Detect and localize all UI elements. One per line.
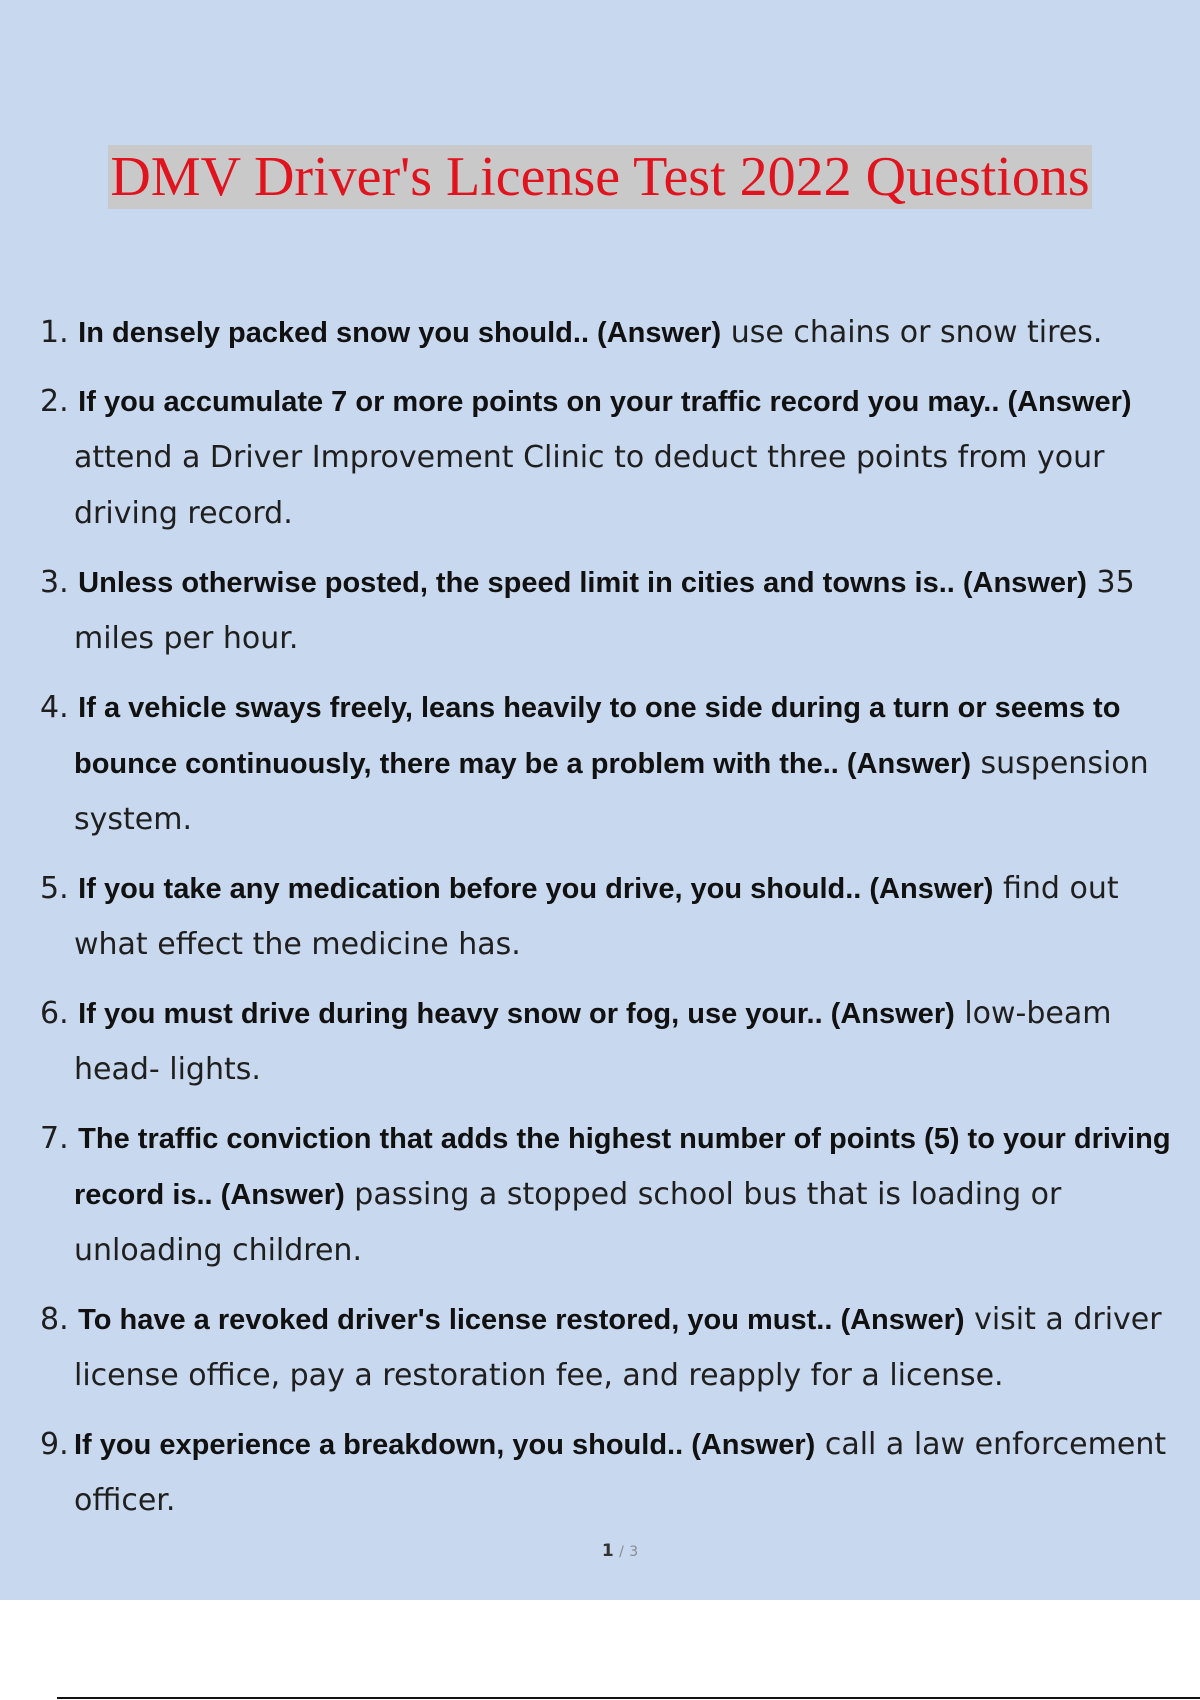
question-number: 1. [40, 315, 69, 350]
question-item [40, 305, 1200, 361]
question-text: If you accumulate 7 or more points on your traffic record you may.. (Answer) [78, 386, 1132, 418]
question-number: 5. [40, 871, 69, 906]
question-item [40, 1292, 1200, 1404]
answer-text: call a law enforcement officer. [74, 1427, 1167, 1518]
question-number: 9. [40, 1427, 69, 1462]
total-pages: 3 [629, 1544, 639, 1560]
document-title: DMV Driver's License Test 2022 Questions [110, 146, 1090, 208]
question-number: 4. [40, 690, 69, 725]
question-item [40, 374, 1200, 542]
question-item [40, 680, 1200, 848]
question-text: If you take any medication before you drive, you should.. (Answer) [78, 873, 994, 905]
answer-text: suspension system. [74, 746, 1149, 837]
question-text: In densely packed snow you should.. (Answer) [78, 317, 722, 349]
title-container [0, 145, 1200, 209]
question-item [40, 861, 1200, 973]
question-number: 7. [40, 1121, 69, 1156]
question-text: Unless otherwise posted, the speed limit in cities and towns is.. (Answer) [78, 567, 1087, 599]
question-text: To have a revoked driver's license restored, you must.. (Answer) [78, 1304, 965, 1336]
question-number: 3. [40, 565, 69, 600]
question-list [40, 305, 1200, 1542]
answer-text: find out what effect the medicine has. [74, 871, 1119, 962]
question-text: If you must drive during heavy snow or fog, use your.. (Answer) [78, 998, 955, 1030]
question-text: If you experience a breakdown, you should.. (Answer) [74, 1429, 816, 1461]
question-item [40, 986, 1200, 1098]
answer-text: attend a Driver Improvement Clinic to deduct three points from your driving record. [74, 440, 1105, 531]
question-number: 2. [40, 384, 69, 419]
question-item [40, 555, 1200, 667]
answer-text: use chains or snow tires. [730, 315, 1103, 350]
answer-text: passing a stopped school bus that is loading or unloading children. [74, 1177, 1062, 1268]
question-number: 6. [40, 996, 69, 1031]
answer-text: visit a driver license office, pay a restoration fee, and reapply for a license. [74, 1302, 1162, 1393]
page-separator: / [619, 1544, 624, 1560]
question-number: 8. [40, 1302, 69, 1337]
question-text: If a vehicle sways freely, leans heavily to one side during a turn or seems to bounce continuously, there may be a problem with the.. (Answer) [74, 692, 1121, 780]
answer-text: 35 miles per hour. [74, 565, 1135, 656]
question-item [40, 1111, 1200, 1279]
answer-text: low-beam head- lights. [74, 996, 1112, 1087]
question-text: The traffic conviction that adds the highest number of points (5) to your driving record is.. (Answer) [74, 1123, 1171, 1211]
current-page: 1 [601, 1541, 614, 1561]
page-indicator [0, 1541, 1200, 1561]
page-divider [57, 1697, 1200, 1699]
question-item [40, 1417, 1200, 1529]
